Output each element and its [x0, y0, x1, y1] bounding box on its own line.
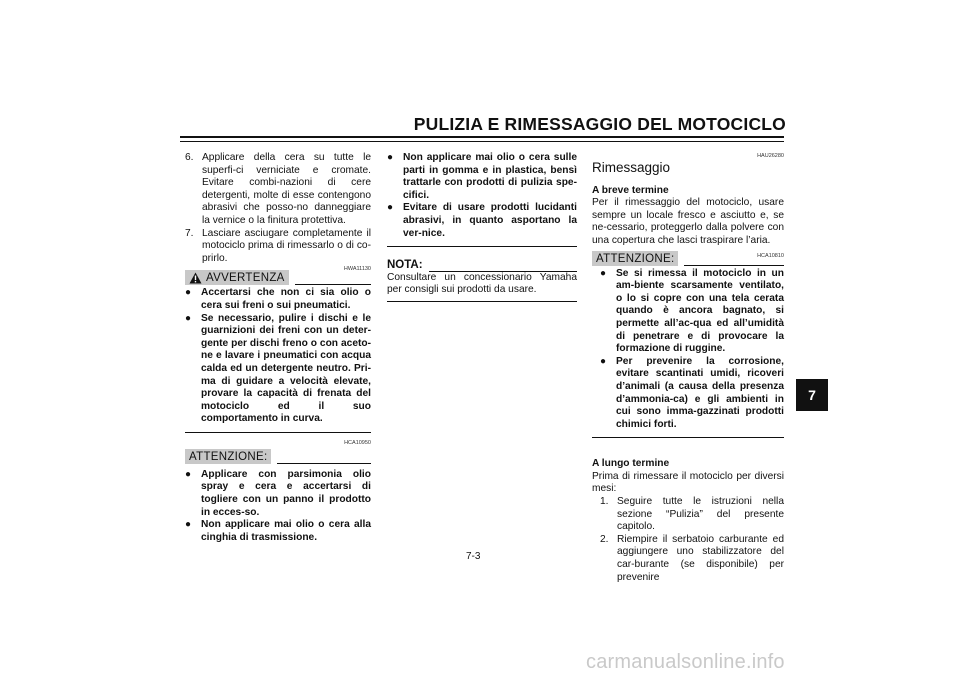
reference-code: HAU26280	[757, 153, 784, 159]
list-item: 6. Applicare della cera su tutte le superfi-ci verniciate e cromate. Evitare combi-nazioni di cere detergenti, molte di esse contengono abrasivi che posso-no danneggiare la vernice o la finitura protettiva.	[185, 152, 371, 226]
list-item: 7. Lasciare asciugare completamente il motociclo prima di rimessarlo o di co-prirlo.	[185, 227, 371, 264]
section-rule	[387, 301, 577, 302]
note-block	[387, 259, 577, 302]
list-item: 2. Riempire il serbatoio carburante ed aggiungere uno stabilizzatore del car-burante (se disponibile) per prevenire	[600, 533, 784, 583]
paragraph: Prima di rimessare il motociclo per diversi mesi:	[592, 470, 784, 495]
long-term-block	[592, 458, 784, 584]
subheading: A breve termine	[592, 184, 669, 196]
section-rule	[387, 246, 577, 247]
caution-block	[185, 439, 371, 545]
list-item: ● Se necessario, pulire i dischi e le guarnizioni dei freni con un deter-gente per dischi freno o con aceto-ne e lavare i pneumatici con acqua calda ed un detergente neutro. Pri-ma di guidare a velocità elevate, provare la capacità di frenata del motociclo ed il suo comportamento in curva.	[185, 312, 371, 425]
subheading: A lungo termine	[592, 458, 670, 470]
list-item: ● Non applicare mai olio o cera alla cinghia di trasmissione.	[185, 519, 371, 543]
warning-block	[185, 266, 371, 433]
bullet-dot-icon: ●	[185, 287, 192, 299]
bullet-dot-icon: ●	[600, 267, 607, 279]
header-rule-thin	[180, 141, 784, 142]
header-rule	[180, 136, 784, 138]
caution-list	[185, 469, 371, 545]
chapter-tab: 7	[796, 379, 828, 411]
paragraph: Per il rimessaggio del motociclo, usare sempre un locale fresco e asciutto e, se ne-cessario, proteggerlo dalla polvere con una copertura che lasci traspirare l’aria.	[592, 197, 784, 246]
list-item: ● Evitare di usare prodotti lucidanti abrasivi, in quanto asportano la ver-nice.	[387, 202, 577, 239]
column-2	[387, 152, 577, 302]
caution-label: ATTENZIONE:	[592, 251, 678, 266]
warning-triangle-icon	[189, 272, 202, 284]
reference-code: HCA10810	[757, 252, 784, 259]
caution-label: ATTENZIONE:	[185, 449, 271, 464]
bullet-dot-icon: ●	[600, 355, 607, 367]
list-item: ● Applicare con parsimonia olio spray e cera e accertarsi di togliere con un panno il prodotto in ecces-so.	[185, 468, 371, 518]
column-1	[185, 152, 371, 544]
bullet-dot-icon: ●	[185, 519, 192, 531]
warning-label: AVVERTENZA	[185, 270, 289, 285]
caution-list	[592, 268, 784, 432]
section-rule	[185, 432, 371, 433]
bullet-dot-icon: ●	[185, 312, 192, 324]
section-rule	[592, 437, 784, 438]
list-item: ● Per prevenire la corrosione, evitare scantinati umidi, ricoveri d’animali (a causa della presenza d’ammonia-ca) e gli ambienti in cui sono imma-gazzinati prodotti chimici forti.	[600, 355, 784, 430]
bullet-dot-icon: ●	[185, 468, 192, 480]
list-item: ● Non applicare mai olio o cera sulle parti in gomma e in plastica, bensì trattarle con prodotti di pulizia spe-cifici.	[387, 152, 577, 201]
list-item: ● Accertarsi che non ci sia olio o cera sui freni o sui pneumatici.	[185, 287, 371, 311]
column-3	[592, 152, 784, 584]
list-item: 1. Seguire tutte le istruzioni nella sezione “Pulizia” del presente capitolo.	[600, 496, 784, 533]
watermark: carmanualsonline.info	[586, 651, 785, 673]
note-text: Consultare un concessionario Yamaha per consigli sui prodotti da usare.	[387, 271, 577, 296]
reference-code: HCA10950	[344, 439, 371, 446]
label-rule	[277, 463, 371, 464]
caution-list-continued	[387, 152, 577, 240]
label-rule	[684, 265, 784, 266]
caution-block	[592, 250, 784, 439]
bullet-dot-icon: ●	[387, 152, 394, 163]
section-title: Rimessaggio	[592, 160, 671, 175]
page-title: PULIZIA E RIMESSAGGIO DEL MOTOCICLO	[413, 114, 786, 134]
reference-code: HWA11130	[343, 266, 371, 273]
warning-list	[185, 287, 371, 426]
label-rule	[295, 284, 371, 285]
note-label: NOTA:	[387, 259, 423, 272]
list-item: ● Se si rimessa il motociclo in un am-biente scarsamente ventilato, o lo si copre con una tela cerata quando è ancora bagnato, si permette all’ac-qua ed all’umidità di penetrare e di provocare la formazione di ruggine.	[600, 267, 784, 355]
page-number: 7-3	[466, 551, 481, 562]
bullet-dot-icon: ●	[387, 202, 394, 214]
